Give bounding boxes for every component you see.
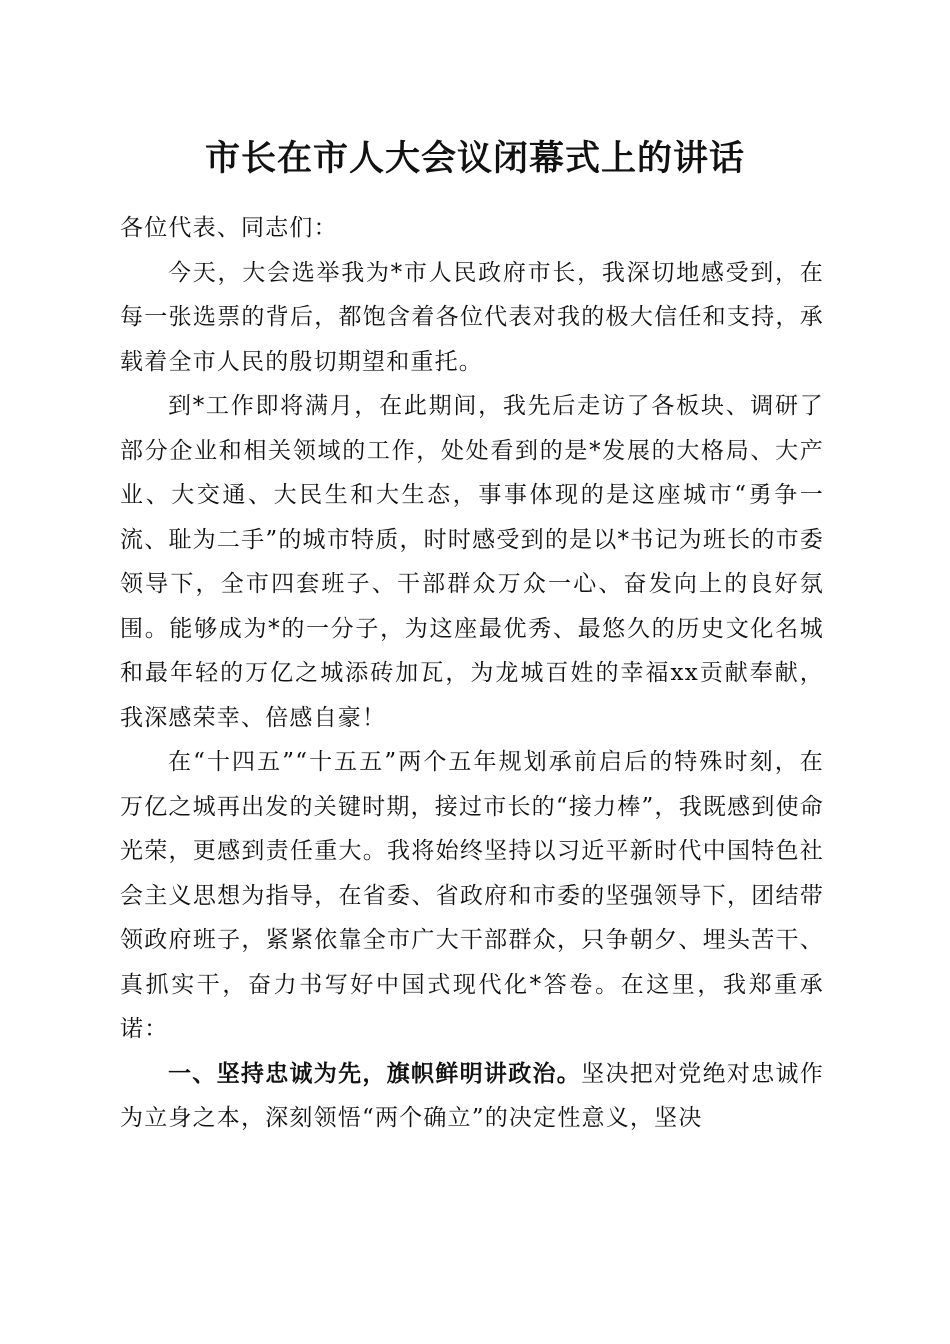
salutation: 各位代表、同志们： xyxy=(120,215,338,241)
section-1-text: 坚决把对党绝对忠诚作为立身之本，深刻领悟“两个确立”的决定性意义，坚决 xyxy=(120,1060,825,1131)
section-1-heading: 一、坚持忠诚为先，旗帜鲜明讲政治。 xyxy=(168,1059,582,1087)
paragraph-1: 今天，大会选举我为*市人民政府市长，我深切地感受到，在每一张选票的背后，都饱含着各位代表对我的极大信任和支持，承载着全市人民的殷切期望和重托。 xyxy=(120,259,824,375)
section-1-paragraph xyxy=(120,1052,824,1141)
paragraph-2: 到*工作即将满月，在此期间，我先后走访了各板块、调研了部分企业和相关领域的工作，处处看到的是*发展的大格局、大产业、大交通、大民生和大生态，事事体现的是这座城市“勇争一流、耻为二手”的城市特质，时时感受到的是以*书记为班长的市委领导下，全市四套班子、干部群众万众一心、奋发向上的良好氛围。能够成为*的一分子，为这座最优秀、最悠久的历史文化名城和最年轻的万亿之城添砖加瓦，为龙城百姓的幸福xx贡献奉献，我深感荣幸、倍感自豪！ xyxy=(120,393,824,731)
paragraph-3: 在“十四五”“十五五”两个五年规划承前启后的特殊时刻，在万亿之城再出发的关键时期，接过市长的“接力棒”，我既感到使命光荣，更感到责任重大。我将始终坚持以习近平新时代中国特色社会主义思想为指导，在省委、省政府和市委的坚强领导下，团结带领政府班子，紧紧依靠全市广大干部群众，只争朝夕、埋头苦干、真抓实干，奋力书写好中国式现代化*答卷。在这里，我郑重承诺： xyxy=(120,749,824,1042)
document-title: 市长在市人大会议闭幕式上的讲话 xyxy=(204,138,745,179)
document-body xyxy=(120,206,824,1141)
